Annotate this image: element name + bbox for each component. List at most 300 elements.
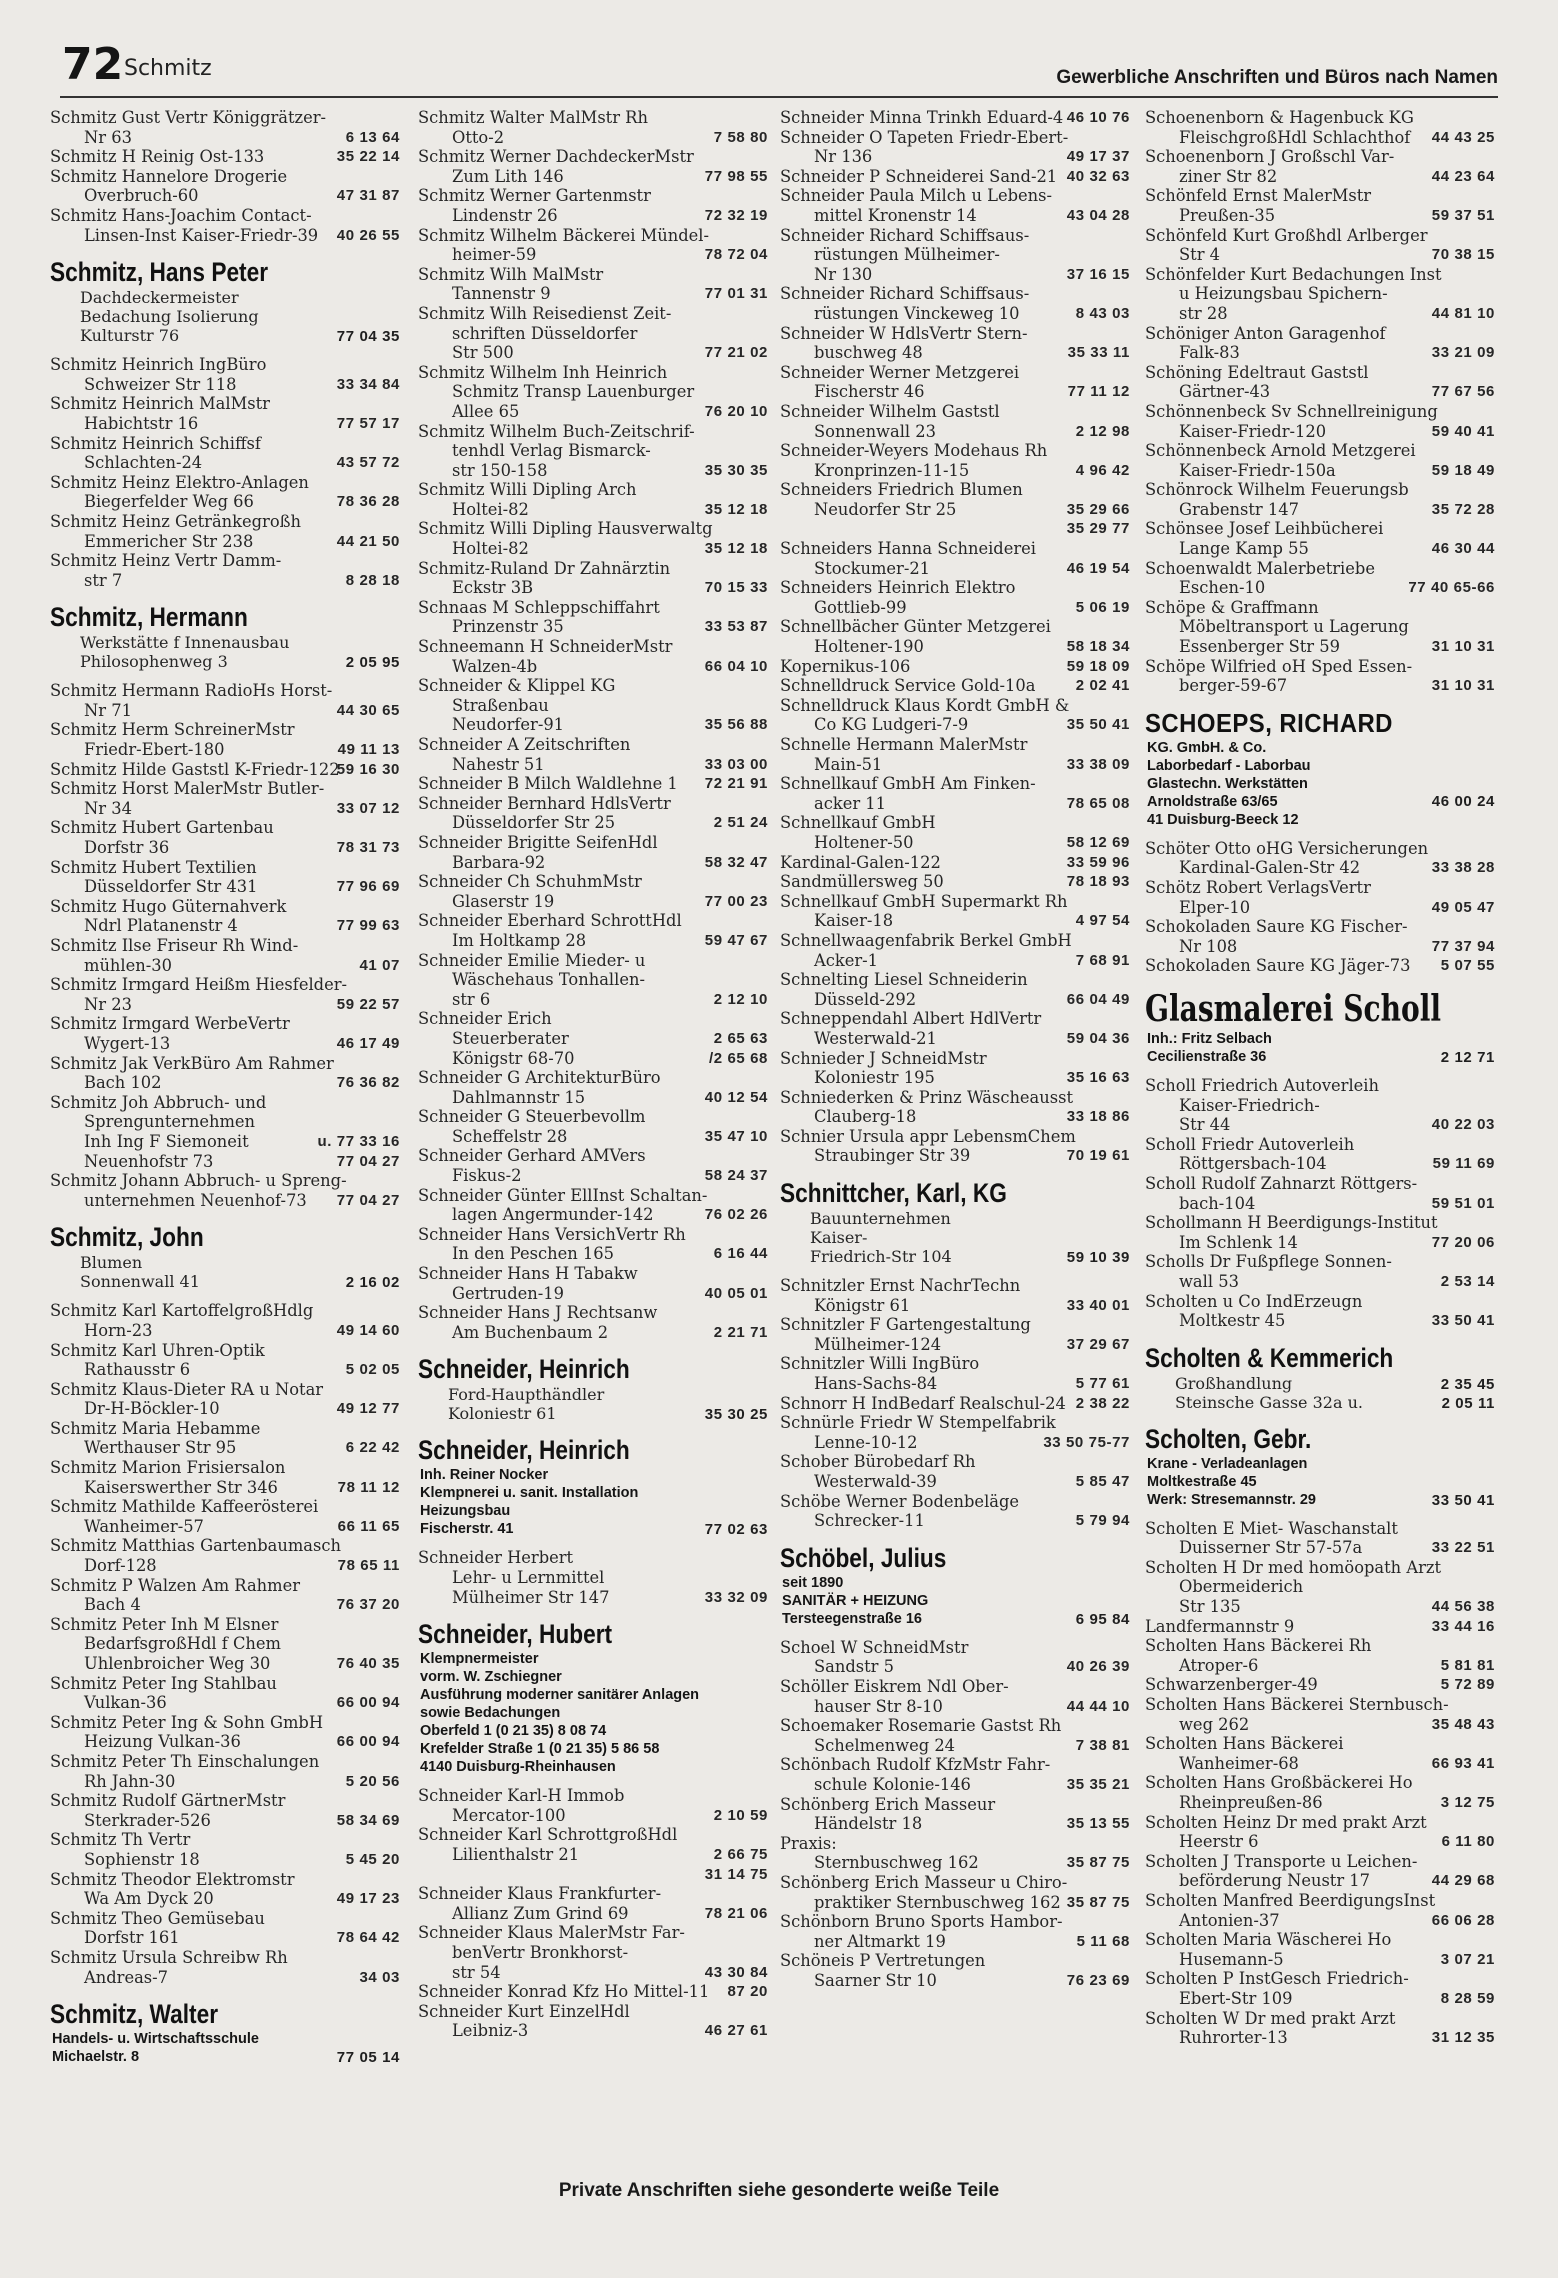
listing-line: Walzen-4b xyxy=(452,656,538,676)
listing-line: Bach 4 xyxy=(84,1595,141,1615)
phone-number: 77 96 69 xyxy=(336,878,400,896)
listing-line: Schmitz Ilse Friseur Rh Wind- xyxy=(50,936,299,955)
listing-line: Husemann-5 xyxy=(1179,1949,1284,1969)
listing-line: Schmitz Wilhelm Bäckerei Mündel- xyxy=(418,225,710,245)
listing-line: Schmitz Wilh MalMstr xyxy=(418,264,604,284)
phone-number: 66 04 49 xyxy=(1066,990,1130,1008)
listing-line: mühlen-30 xyxy=(84,955,172,975)
listing-entry xyxy=(418,1225,770,1264)
listing-line: Landfermannstr 9 xyxy=(1145,1616,1295,1636)
listing-line: Schneider Emilie Mieder- u xyxy=(418,950,646,970)
listing-entry xyxy=(418,1865,770,1885)
listing-entry xyxy=(780,1354,1132,1393)
listing-line: Overbruch-60 xyxy=(84,186,199,206)
listing-detail: 4140 Duisburg-Rheinhausen xyxy=(420,1759,616,1776)
listing-entry xyxy=(780,872,1132,892)
phone-number: 31 14 75 xyxy=(704,1865,768,1883)
listing-entry xyxy=(1145,108,1497,147)
listing-line: Schmitz Hans-Joachim Contact- xyxy=(50,205,312,225)
listing-title: Scholten & Kemmerich xyxy=(1145,1342,1394,1373)
listing-line: Andreas-7 xyxy=(84,1967,169,1987)
listing-detail: SANITÄR + HEIZUNG xyxy=(782,1592,929,1609)
listing-line: Gottlieb-99 xyxy=(814,597,907,617)
column-1 xyxy=(50,108,402,2178)
listing-line: Dachdeckermeister xyxy=(80,288,239,308)
phone-number: 40 05 01 xyxy=(704,1284,768,1302)
phone-number: 78 65 11 xyxy=(337,1557,400,1575)
phone-number: 59 37 51 xyxy=(1431,206,1495,224)
listing-entry xyxy=(1145,1617,1497,1637)
listing-entry xyxy=(780,1049,1132,1088)
listing-entry xyxy=(50,1674,402,1713)
listing-line: Schmitz Heinrich MalMstr xyxy=(50,394,270,414)
listing-line: Schmitz Karl KartoffelgroßHdlg xyxy=(50,1301,314,1321)
phone-number: 46 27 61 xyxy=(704,2022,768,2040)
listing-entry xyxy=(418,735,770,774)
listing-line: Schoenenborn J Großschl Var- xyxy=(1145,147,1395,167)
phone-number: 43 57 72 xyxy=(336,454,400,472)
phone-number: 5 45 20 xyxy=(345,1850,400,1868)
listing-line: acker 11 xyxy=(814,793,887,813)
listing-line: wall 53 xyxy=(1179,1271,1239,1291)
listing-line: Sandstr 5 xyxy=(814,1657,894,1677)
listing-line: Schweizer Str 118 xyxy=(84,374,237,394)
listing-line: Neudorfer-91 xyxy=(452,715,565,735)
phone-number: 77 21 02 xyxy=(704,344,768,362)
listing-entry xyxy=(418,1548,770,1607)
listing-line: Glaserstr 19 xyxy=(452,891,555,911)
listing-line: Dr-H-Böckler-10 xyxy=(84,1399,220,1419)
listing-entry xyxy=(1145,839,1497,878)
listing-line: Scholten H Dr med homöopath Arzt xyxy=(1145,1557,1441,1577)
listing-line: Schnitzler F Gartengestaltung xyxy=(780,1315,1031,1335)
listing-entry xyxy=(418,226,770,265)
listing-entry xyxy=(780,1452,1132,1491)
listing-entry xyxy=(418,1146,770,1185)
listing-line: Schober Bürobedarf Rh xyxy=(780,1452,976,1472)
listing-line: Schnaas M Schleppschiffahrt xyxy=(418,597,660,617)
listing-line: Lehr- u Lernmittel xyxy=(452,1568,605,1587)
listing-line: Schlachten-24 xyxy=(84,453,203,473)
phone-number: 35 33 11 xyxy=(1067,344,1130,362)
listing-entry xyxy=(1145,402,1497,441)
listing-detail: Krefelder Straße 1 (0 21 35) 5 86 58 xyxy=(420,1741,660,1758)
listing-line: Scholten u Co IndErzeugn xyxy=(1145,1291,1363,1311)
listing-title: Schneider, Hubert xyxy=(418,1619,613,1650)
phone-number: 5 85 47 xyxy=(1075,1473,1130,1490)
listing-line: In den Peschen 165 xyxy=(452,1244,615,1264)
listing-line: Schneider Ch SchuhmMstr xyxy=(418,872,642,892)
phone-number: 8 43 03 xyxy=(1075,304,1130,322)
phone-number: 31 10 31 xyxy=(1431,638,1495,656)
listing-line: Düsseld-292 xyxy=(814,989,917,1009)
listing-entry xyxy=(780,1677,1132,1716)
listing-line: Mercator-100 xyxy=(452,1805,566,1825)
phone-number: 49 11 13 xyxy=(337,741,400,759)
listing-line: Ford-Haupthändler xyxy=(448,1385,605,1405)
phone-number: 33 18 86 xyxy=(1066,1108,1130,1126)
listing-line: Schneider Hans J Rechtsanw xyxy=(418,1303,658,1323)
listing-entry xyxy=(780,1009,1132,1048)
phone-number: 2 38 22 xyxy=(1075,1394,1130,1412)
running-head-name: Schmitz xyxy=(124,56,212,81)
phone-number: 8 28 59 xyxy=(1440,1989,1495,2007)
listing-line: Moltkestr 45 xyxy=(1179,1311,1286,1331)
listing-entry xyxy=(50,1713,402,1752)
listing-detail: Laborbedarf - Laborbau xyxy=(1147,757,1311,774)
listing-line: Schneider G ArchitekturBüro xyxy=(418,1068,661,1088)
phone-number: 34 03 xyxy=(359,1968,400,1986)
listing-entry xyxy=(50,779,402,818)
listing-line: Kaiser-Friedr-150a xyxy=(1179,460,1336,480)
phone-number: 72 32 19 xyxy=(704,206,768,224)
display-listing xyxy=(418,1354,770,1423)
listing-line: Emmericher Str 238 xyxy=(84,531,254,551)
listing-entry xyxy=(50,206,402,245)
display-listing xyxy=(418,1435,770,1538)
phone-number: 78 21 06 xyxy=(704,1904,768,1922)
listing-line: Allianz Zum Grind 69 xyxy=(452,1903,629,1923)
listing-line: Schmitz Heinz Vertr Damm- xyxy=(50,551,282,571)
listing-line: Scholl Friedr Autoverleih xyxy=(1145,1134,1355,1154)
listing-entry xyxy=(50,936,402,975)
listing-detail: Moltkestraße 45 xyxy=(1147,1473,1257,1490)
phone-number: 6 11 80 xyxy=(1441,1833,1495,1851)
phone-number: 2 05 11 xyxy=(1441,1394,1495,1412)
phone-number: 3 12 75 xyxy=(1440,1794,1495,1811)
listing-line: BedarfsgroßHdl f Chem xyxy=(84,1634,281,1654)
listing-line: str 28 xyxy=(1179,303,1228,323)
listing-line: Scheffelstr 28 xyxy=(452,1126,568,1146)
listing-entry xyxy=(418,1303,770,1342)
phone-number: 78 36 28 xyxy=(336,493,400,511)
listing-line: Holtener-190 xyxy=(814,637,924,657)
phone-number: 78 18 93 xyxy=(1066,873,1130,891)
phone-number: 35 29 77 xyxy=(1066,520,1130,538)
listing-entry xyxy=(780,1394,1132,1414)
listing-line: Schöter Otto oHG Versicherungen xyxy=(1145,838,1429,858)
listing-entry xyxy=(780,853,1132,873)
listing-entry xyxy=(418,833,770,872)
listing-line: tenhdl Verlag Bismarck- xyxy=(452,441,651,461)
listing-line: Kaiser-Friedr-120 xyxy=(1179,421,1327,441)
listing-line: ner Altmarkt 19 xyxy=(814,1931,946,1951)
listing-line: Wa Am Dyck 20 xyxy=(84,1889,214,1909)
listing-line: str 54 xyxy=(452,1962,501,1982)
phone-number: 59 18 09 xyxy=(1066,657,1130,675)
listing-line: Scholl Rudolf Zahnarzt Röttgers- xyxy=(1145,1173,1418,1193)
page-header xyxy=(62,40,1498,96)
listing-entry xyxy=(780,167,1132,187)
listing-line: Lange Kamp 55 xyxy=(1179,539,1309,559)
listing-detail: vorm. W. Zschiegner xyxy=(420,1669,562,1686)
listing-line: Schnelting Liesel Schneiderin xyxy=(780,970,1028,990)
listing-line: Schnellbächer Günter Metzgerei xyxy=(780,617,1051,637)
listing-line: Schmitz Hubert Textilien xyxy=(50,857,257,877)
listing-line: Schoenenborn & Hagenbuck KG xyxy=(1145,108,1414,127)
phone-number: 66 93 41 xyxy=(1431,1754,1495,1772)
listing-entry xyxy=(780,657,1132,677)
listing-entry xyxy=(780,892,1132,931)
phone-number: 7 38 81 xyxy=(1075,1736,1130,1754)
listing-line: Schneiders Hanna Schneiderei xyxy=(780,539,1036,559)
phone-number: 77 98 55 xyxy=(704,167,768,185)
phone-number: 49 14 60 xyxy=(336,1321,400,1339)
phone-number: 72 21 91 xyxy=(704,775,768,793)
listing-entry xyxy=(780,1716,1132,1755)
listing-line: Zum Lith 146 xyxy=(452,166,564,186)
phone-number: 35 12 18 xyxy=(704,540,768,558)
listing-line: Schneemann H SchneiderMstr xyxy=(418,637,673,657)
listing-line: Friedr-Ebert-180 xyxy=(84,740,225,760)
listing-line: Schöning Edeltraut Gaststl xyxy=(1145,362,1369,382)
listing-line: Sonnenwall 41 xyxy=(80,1272,200,1292)
listing-line: Schnier Ursula appr LebensmChem xyxy=(780,1126,1076,1146)
listing-detail: Klempnerei u. sanit. Installation xyxy=(420,1485,639,1502)
listing-line: Inh Ing F Siemoneit xyxy=(84,1131,249,1151)
phone-number: 35 48 43 xyxy=(1431,1715,1495,1733)
listing-line: str 150-158 xyxy=(452,460,548,480)
listing-line: Schneider Wilhelm Gaststl xyxy=(780,401,1000,421)
listing-line: Schnorr H IndBedarf Realschul-24 xyxy=(780,1393,1066,1413)
listing-line: Heizung Vulkan-36 xyxy=(84,1732,241,1752)
listing-entry xyxy=(1145,598,1497,657)
listing-line: Fiskus-2 xyxy=(452,1166,522,1186)
listing-entry xyxy=(780,1492,1132,1531)
listing-entry xyxy=(418,480,770,519)
phone-number: 7 58 80 xyxy=(713,128,768,146)
listing-detail: Glastechn. Werkstätten xyxy=(1147,775,1308,792)
listing-line: Königstr 61 xyxy=(814,1295,911,1315)
phone-number: 76 37 20 xyxy=(336,1596,400,1614)
listing-line: Schneider Richard Schiffsaus- xyxy=(780,284,1030,304)
listing-detail: Heizungsbau xyxy=(420,1503,511,1520)
listing-line: bach-104 xyxy=(1179,1193,1256,1213)
listing-entry xyxy=(1145,878,1497,917)
listing-entry xyxy=(50,1948,402,1987)
phone-number: 77 11 12 xyxy=(1067,383,1130,401)
listing-line: Sprengunternehmen xyxy=(84,1112,256,1132)
display-listing xyxy=(780,1178,1132,1266)
phone-number: 2 66 75 xyxy=(713,1845,768,1863)
phone-number: 5 02 05 xyxy=(345,1361,400,1379)
listing-entry xyxy=(50,1497,402,1536)
listing-line: Schneider Erich xyxy=(418,1009,552,1029)
listing-line: Scholl Friedrich Autoverleih xyxy=(1145,1075,1380,1095)
listing-line: Schmitz Heinrich IngBüro xyxy=(50,355,267,375)
listing-line: Schneider Minna Trinkh Eduard-4 xyxy=(780,108,1064,127)
phone-number: 6 22 42 xyxy=(345,1439,400,1457)
listing-line: Rathausstr 6 xyxy=(84,1360,191,1380)
listing-line: Hans-Sachs-84 xyxy=(814,1374,938,1394)
listing-line: Schmitz P Walzen Am Rahmer xyxy=(50,1575,300,1595)
listing-line: Schneider Gerhard AMVers xyxy=(418,1146,646,1166)
listing-line: Im Schlenk 14 xyxy=(1179,1232,1298,1252)
phone-number: 77 04 35 xyxy=(336,328,400,346)
phone-number: 59 22 57 xyxy=(336,995,400,1013)
listing-line: Scholten Maria Wäscherei Ho xyxy=(1145,1930,1392,1950)
listing-entry xyxy=(50,1791,402,1830)
listing-line: Sternbuschweg 162 xyxy=(814,1853,979,1873)
listing-line: Friedrich-Str 104 xyxy=(810,1247,952,1267)
phone-number: 2 65 63 xyxy=(713,1029,768,1047)
listing-line: schule Kolonie-146 xyxy=(814,1774,971,1794)
listing-detail: Ausführung moderner sanitärer Anlagen xyxy=(420,1687,700,1704)
listing-line: Sonnenwall 23 xyxy=(814,421,936,441)
listing-line: Schmitz Gust Vertr Königgrätzer- xyxy=(50,108,327,127)
phone-number: 5 07 55 xyxy=(1440,957,1495,975)
listing-entry xyxy=(50,1093,402,1171)
listing-line: Schmitz Peter Ing & Sohn GmbH xyxy=(50,1712,324,1732)
phone-number: 3 07 21 xyxy=(1440,1950,1495,1968)
phone-number: 33 50 41 xyxy=(1431,1491,1495,1509)
listing-line: Schnelle Hermann MalerMstr xyxy=(780,735,1028,754)
listing-line: Schmitz Werner Gartenmstr xyxy=(418,186,651,206)
listing-line: Rheinpreußen-86 xyxy=(1179,1793,1323,1812)
phone-number: 33 40 01 xyxy=(1066,1296,1130,1314)
phone-number: 6 95 84 xyxy=(1075,1610,1130,1628)
listing-detail: Cecilienstraße 36 xyxy=(1147,1048,1267,1065)
phone-number: 33 50 41 xyxy=(1431,1312,1495,1330)
listing-line: Sandmüllersweg 50 xyxy=(780,872,944,892)
listing-line: Schmitz Walter MalMstr Rh xyxy=(418,108,648,127)
listing-line: Schmitz Heinz Elektro-Anlagen xyxy=(50,472,309,492)
listing-line: FleischgroßHdl Schlachthof xyxy=(1179,127,1411,147)
listing-line: Schneider Eberhard SchrottHdl xyxy=(418,911,682,931)
listing-line: Horn-23 xyxy=(84,1320,153,1340)
phone-number: 58 32 47 xyxy=(704,853,768,871)
phone-number: 44 56 38 xyxy=(1431,1598,1495,1616)
listing-detail: Inh. Reiner Nocker xyxy=(420,1467,549,1484)
phone-number: 35 35 21 xyxy=(1066,1775,1130,1793)
listing-line: lagen Angermunder-142 xyxy=(452,1205,654,1225)
listing-entry xyxy=(780,970,1132,1009)
listing-detail: Handels- u. Wirtschaftsschule xyxy=(52,2031,259,2048)
listing-line: Schneider P Schneiderei Sand-21 xyxy=(780,166,1058,186)
header-rule xyxy=(60,96,1498,98)
phone-number: 78 72 04 xyxy=(704,246,768,264)
listing-line: Schniederken & Prinz Wäscheausst xyxy=(780,1087,1074,1107)
listing-entry xyxy=(50,147,402,167)
listing-entry xyxy=(780,324,1132,363)
listing-line: Schmitz H Reinig Ost-133 xyxy=(50,147,265,167)
phone-number: 47 31 87 xyxy=(336,187,400,205)
listing-line: Schwarzenberger-49 xyxy=(1145,1675,1318,1695)
listing-entry xyxy=(780,480,1132,519)
listing-entry xyxy=(1145,1519,1497,1558)
listing-line: Ebert-Str 109 xyxy=(1179,1988,1293,2008)
listing-entry xyxy=(1145,363,1497,402)
listing-detail: 41 Duisburg-Beeck 12 xyxy=(1147,811,1299,828)
listing-entry xyxy=(780,1873,1132,1912)
listing-line: Nr 63 xyxy=(84,127,132,147)
listing-line: weg 262 xyxy=(1179,1714,1250,1734)
phone-number: 76 40 35 xyxy=(336,1655,400,1672)
listing-line: Steinsche Gasse 32a u. xyxy=(1175,1392,1363,1412)
listing-line: praktiker Sternbuschweg 162 xyxy=(814,1892,1061,1912)
phone-number: 31 10 31 xyxy=(1431,677,1495,695)
listing-entry xyxy=(50,1171,402,1210)
phone-number: 77 02 63 xyxy=(704,1521,768,1539)
listing-line: Nr 23 xyxy=(84,994,132,1014)
listing-title: Schnittcher, Karl, KG xyxy=(780,1178,1007,1209)
listing-entry xyxy=(418,559,770,598)
phone-number: 5 72 89 xyxy=(1440,1676,1495,1694)
listing-title: Schmitz, Hermann xyxy=(50,602,248,633)
listing-entry xyxy=(780,226,1132,285)
listing-entry xyxy=(50,1909,402,1948)
phone-number: 35 13 55 xyxy=(1066,1815,1130,1833)
listing-line: Schnelldruck Klaus Kordt GmbH & xyxy=(780,695,1070,715)
phone-number: 66 11 65 xyxy=(337,1517,400,1535)
listing-line: Scholten E Miet- Waschanstalt xyxy=(1145,1518,1398,1538)
listing-line: Werthauser Str 95 xyxy=(84,1438,237,1458)
listing-title: Schmitz, Hans Peter xyxy=(50,257,269,288)
phone-number: 59 11 69 xyxy=(1432,1155,1495,1173)
phone-number: 77 20 06 xyxy=(1431,1233,1495,1251)
listing-title: Glasmalerei Scholl xyxy=(1145,987,1442,1030)
listing-line: Habichtstr 16 xyxy=(84,413,199,433)
listing-line: Schmitz Peter Ing Stahlbau xyxy=(50,1673,277,1693)
display-listing xyxy=(1145,1424,1497,1509)
listing-line: Scholten Hans Bäckerei Rh xyxy=(1145,1636,1372,1656)
listing-line: Schönborn Bruno Sports Hambor- xyxy=(780,1912,1063,1932)
listing-entry xyxy=(1145,1813,1497,1852)
phone-number: 40 26 55 xyxy=(336,226,400,244)
phone-number: 2 16 02 xyxy=(345,1274,400,1292)
listing-line: mittel Kronenstr 14 xyxy=(814,205,977,225)
phone-number: 35 56 88 xyxy=(704,716,768,734)
listing-line: Str 44 xyxy=(1179,1115,1231,1135)
listing-line: Schöniger Anton Garagenhof xyxy=(1145,323,1386,343)
listing-line: Scholten Hans Bäckerei xyxy=(1145,1734,1344,1754)
listing-line: Schnitzler Ernst NachrTechn xyxy=(780,1276,1021,1296)
listing-line: Schönnenbeck Sv Schnellreinigung xyxy=(1145,401,1438,421)
listing-line: Schmitz Karl Uhren-Optik xyxy=(50,1340,265,1360)
listing-line: Neudorfer Str 25 xyxy=(814,499,957,519)
listing-line: Schneider Klaus MalerMstr Far- xyxy=(418,1923,685,1943)
phone-number: 77 40 65-66 xyxy=(1408,579,1495,597)
listing-line: Düsseldorfer Str 431 xyxy=(84,877,258,897)
listing-line: Koloniestr 195 xyxy=(814,1068,935,1088)
listing-line: Ndrl Platanenstr 4 xyxy=(84,916,238,936)
listing-line: Schnellkauf GmbH xyxy=(780,813,936,833)
listing-entry xyxy=(418,108,770,147)
phone-number: 49 17 37 xyxy=(1066,148,1130,166)
listing-line: Schmitz Ursula Schreibw Rh xyxy=(50,1947,288,1967)
column-3 xyxy=(780,108,1132,2178)
phone-number: 5 06 19 xyxy=(1075,598,1130,616)
phone-number: 5 77 61 xyxy=(1075,1375,1130,1393)
listing-entry xyxy=(780,1315,1132,1354)
phone-number: /2 65 68 xyxy=(708,1049,768,1067)
listing-entry xyxy=(50,1752,402,1791)
listing-entry xyxy=(418,186,770,225)
listing-line: Holtener-50 xyxy=(814,832,914,852)
listing-entry xyxy=(1145,441,1497,480)
phone-number: 46 00 24 xyxy=(1431,792,1495,810)
listing-entry xyxy=(1145,657,1497,696)
listing-line: Nr 34 xyxy=(84,798,132,818)
phone-number: 70 38 15 xyxy=(1431,246,1495,264)
listing-entry xyxy=(418,1186,770,1225)
phone-number: 44 44 10 xyxy=(1066,1697,1130,1715)
listing-line: Str 135 xyxy=(1179,1597,1241,1617)
listing-line: Bauunternehmen xyxy=(810,1209,951,1229)
listing-entry xyxy=(780,186,1132,225)
listing-entry xyxy=(780,1951,1132,1990)
phone-number: 87 20 xyxy=(727,1983,768,2001)
